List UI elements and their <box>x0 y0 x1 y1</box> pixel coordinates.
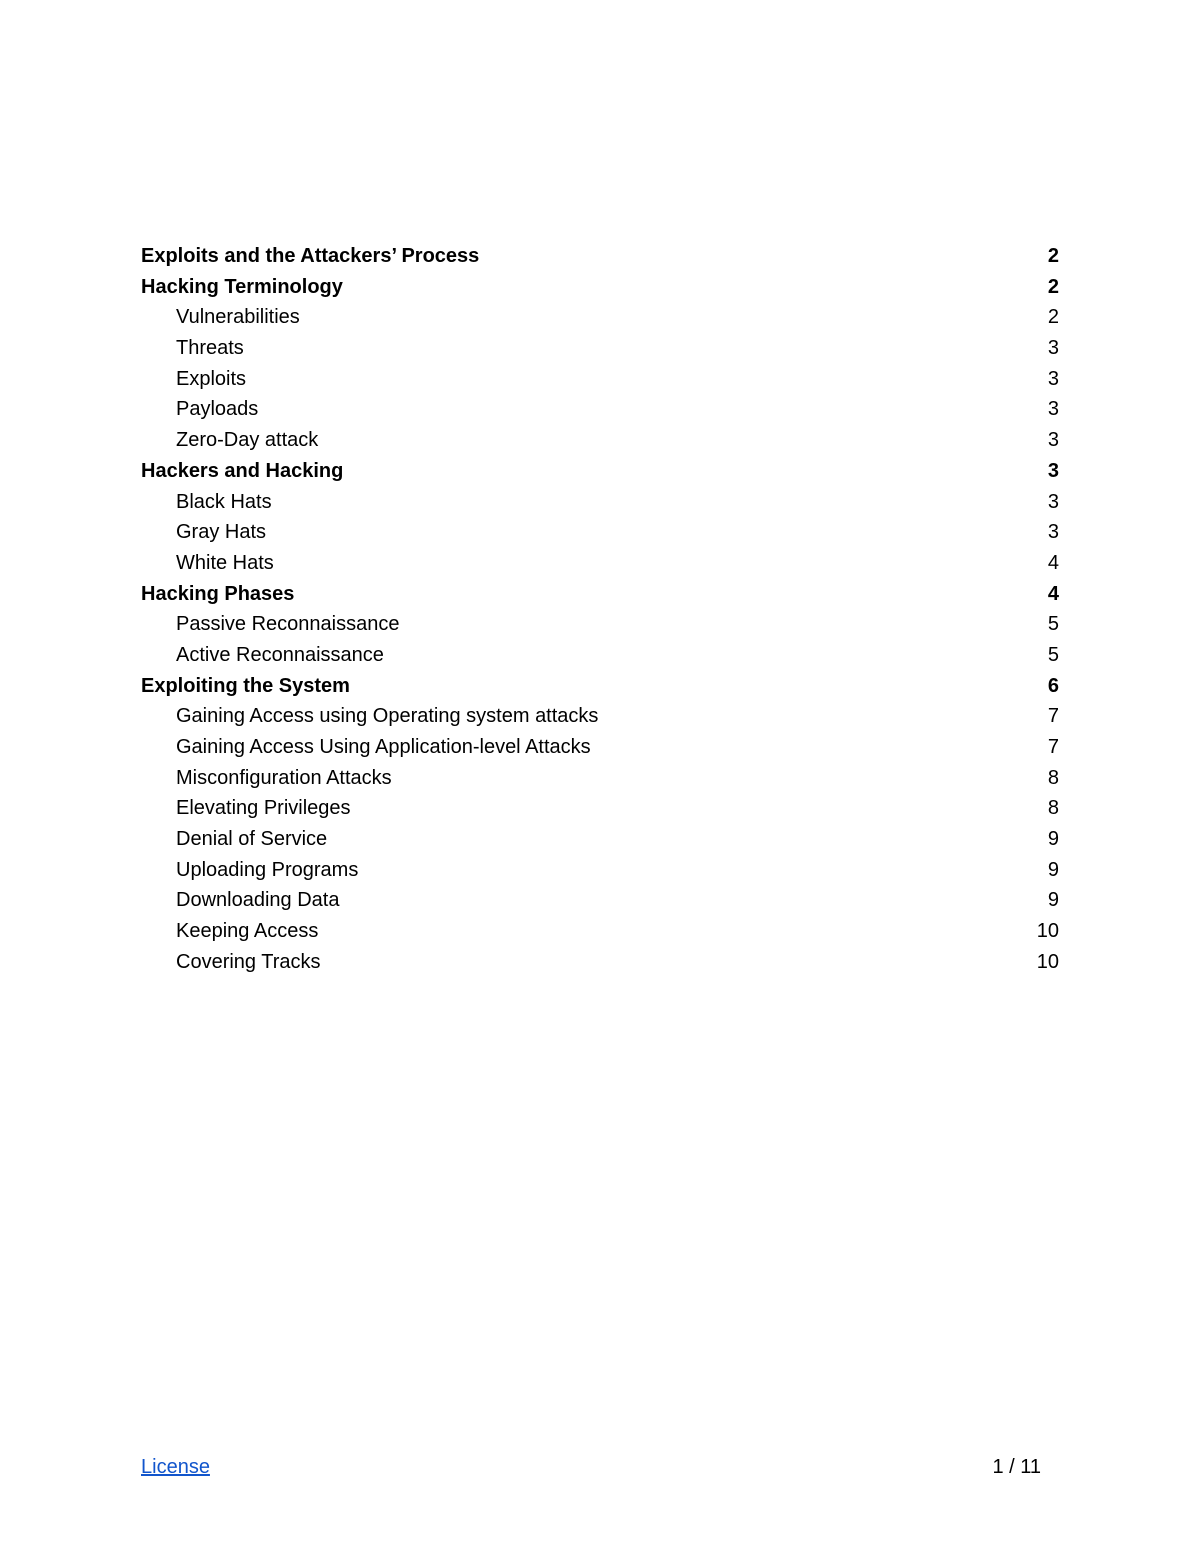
toc-entry-page-number: 4 <box>1047 582 1059 605</box>
toc-entry-title: Exploiting the System <box>141 674 350 697</box>
toc-entry-title: Threats <box>176 337 244 360</box>
toc-subsection-entry[interactable] <box>141 517 1059 548</box>
toc-subsection-entry[interactable] <box>141 763 1059 794</box>
toc-entry-page-number: 5 <box>1047 643 1059 666</box>
toc-entry-page-number: 2 <box>1047 245 1059 267</box>
toc-entry-title: Covering Tracks <box>176 950 321 973</box>
toc-subsection-entry[interactable] <box>141 302 1059 333</box>
table-of-contents <box>141 241 1059 978</box>
toc-entry-title: Uploading Programs <box>176 858 359 881</box>
toc-subsection-entry[interactable] <box>141 793 1059 824</box>
toc-section-entry[interactable] <box>141 456 1059 487</box>
license-link[interactable]: License <box>141 1456 210 1478</box>
toc-entry-title: Passive Reconnaissance <box>176 613 400 636</box>
toc-entry-title: Elevating Privileges <box>176 797 351 820</box>
toc-subsection-entry[interactable] <box>141 364 1059 395</box>
toc-entry-title: White Hats <box>176 551 274 574</box>
toc-section-entry[interactable] <box>141 579 1059 610</box>
toc-entry-title: Gray Hats <box>176 521 267 544</box>
toc-entry-page-number: 8 <box>1047 797 1059 820</box>
toc-subsection-entry[interactable] <box>141 701 1059 732</box>
toc-entry-title: Hackers and Hacking <box>141 459 344 482</box>
page-number: 1 / 11 <box>992 1456 1041 1478</box>
toc-section-entry[interactable] <box>141 241 1059 272</box>
toc-entry-page-number: 3 <box>1047 367 1059 390</box>
toc-entry-page-number: 3 <box>1047 398 1059 421</box>
toc-entry-page-number: 3 <box>1047 337 1059 360</box>
toc-entry-title: Gaining Access using Operating system attacks <box>176 705 599 728</box>
toc-entry-title: Downloading Data <box>176 889 340 912</box>
toc-entry-title: Payloads <box>176 398 259 421</box>
toc-entry-page-number: 7 <box>1047 736 1059 758</box>
toc-entry-page-number: 3 <box>1047 490 1059 513</box>
toc-entry-title: Exploits and the Attackers’ Process <box>141 245 480 267</box>
toc-subsection-entry[interactable] <box>141 333 1059 364</box>
toc-entry-page-number: 10 <box>1036 950 1059 973</box>
toc-entry-title: Exploits <box>176 367 247 390</box>
toc-section-entry[interactable] <box>141 272 1059 303</box>
toc-entry-page-number: 9 <box>1047 858 1059 881</box>
toc-entry-title: Misconfiguration Attacks <box>176 766 392 789</box>
toc-entry-title: Gaining Access Using Application-level Attacks <box>176 736 591 758</box>
toc-subsection-entry[interactable] <box>141 425 1059 456</box>
toc-subsection-entry[interactable] <box>141 732 1059 763</box>
toc-entry-page-number: 5 <box>1047 613 1059 636</box>
toc-entry-page-number: 6 <box>1047 674 1059 697</box>
page-footer <box>141 1452 1041 1482</box>
toc-subsection-entry[interactable] <box>141 548 1059 579</box>
toc-entry-page-number: 9 <box>1047 889 1059 912</box>
toc-entry-page-number: 3 <box>1047 521 1059 544</box>
toc-subsection-entry[interactable] <box>141 855 1059 886</box>
toc-subsection-entry[interactable] <box>141 640 1059 671</box>
toc-entry-page-number: 2 <box>1047 275 1059 298</box>
toc-subsection-entry[interactable] <box>141 947 1059 978</box>
toc-entry-title: Hacking Terminology <box>141 275 343 298</box>
toc-entry-page-number: 7 <box>1047 705 1059 728</box>
toc-entry-title: Black Hats <box>176 490 272 513</box>
toc-entry-title: Hacking Phases <box>141 582 295 605</box>
toc-section-entry[interactable] <box>141 671 1059 702</box>
toc-entry-page-number: 3 <box>1047 429 1059 452</box>
toc-entry-page-number: 4 <box>1047 551 1059 574</box>
toc-entry-page-number: 2 <box>1047 306 1059 329</box>
toc-subsection-entry[interactable] <box>141 824 1059 855</box>
toc-entry-page-number: 8 <box>1047 766 1059 789</box>
toc-entry-page-number: 10 <box>1036 920 1059 943</box>
toc-entry-title: Denial of Service <box>176 828 328 851</box>
toc-entry-page-number: 3 <box>1047 459 1059 482</box>
toc-subsection-entry[interactable] <box>141 487 1059 518</box>
toc-entry-title: Active Reconnaissance <box>176 643 384 666</box>
toc-subsection-entry[interactable] <box>141 885 1059 916</box>
toc-entry-title: Vulnerabilities <box>176 306 300 329</box>
toc-subsection-entry[interactable] <box>141 394 1059 425</box>
toc-entry-page-number: 9 <box>1047 828 1059 851</box>
toc-subsection-entry[interactable] <box>141 609 1059 640</box>
toc-entry-title: Keeping Access <box>176 920 319 943</box>
toc-entry-title: Zero-Day attack <box>176 429 319 452</box>
toc-subsection-entry[interactable] <box>141 916 1059 947</box>
